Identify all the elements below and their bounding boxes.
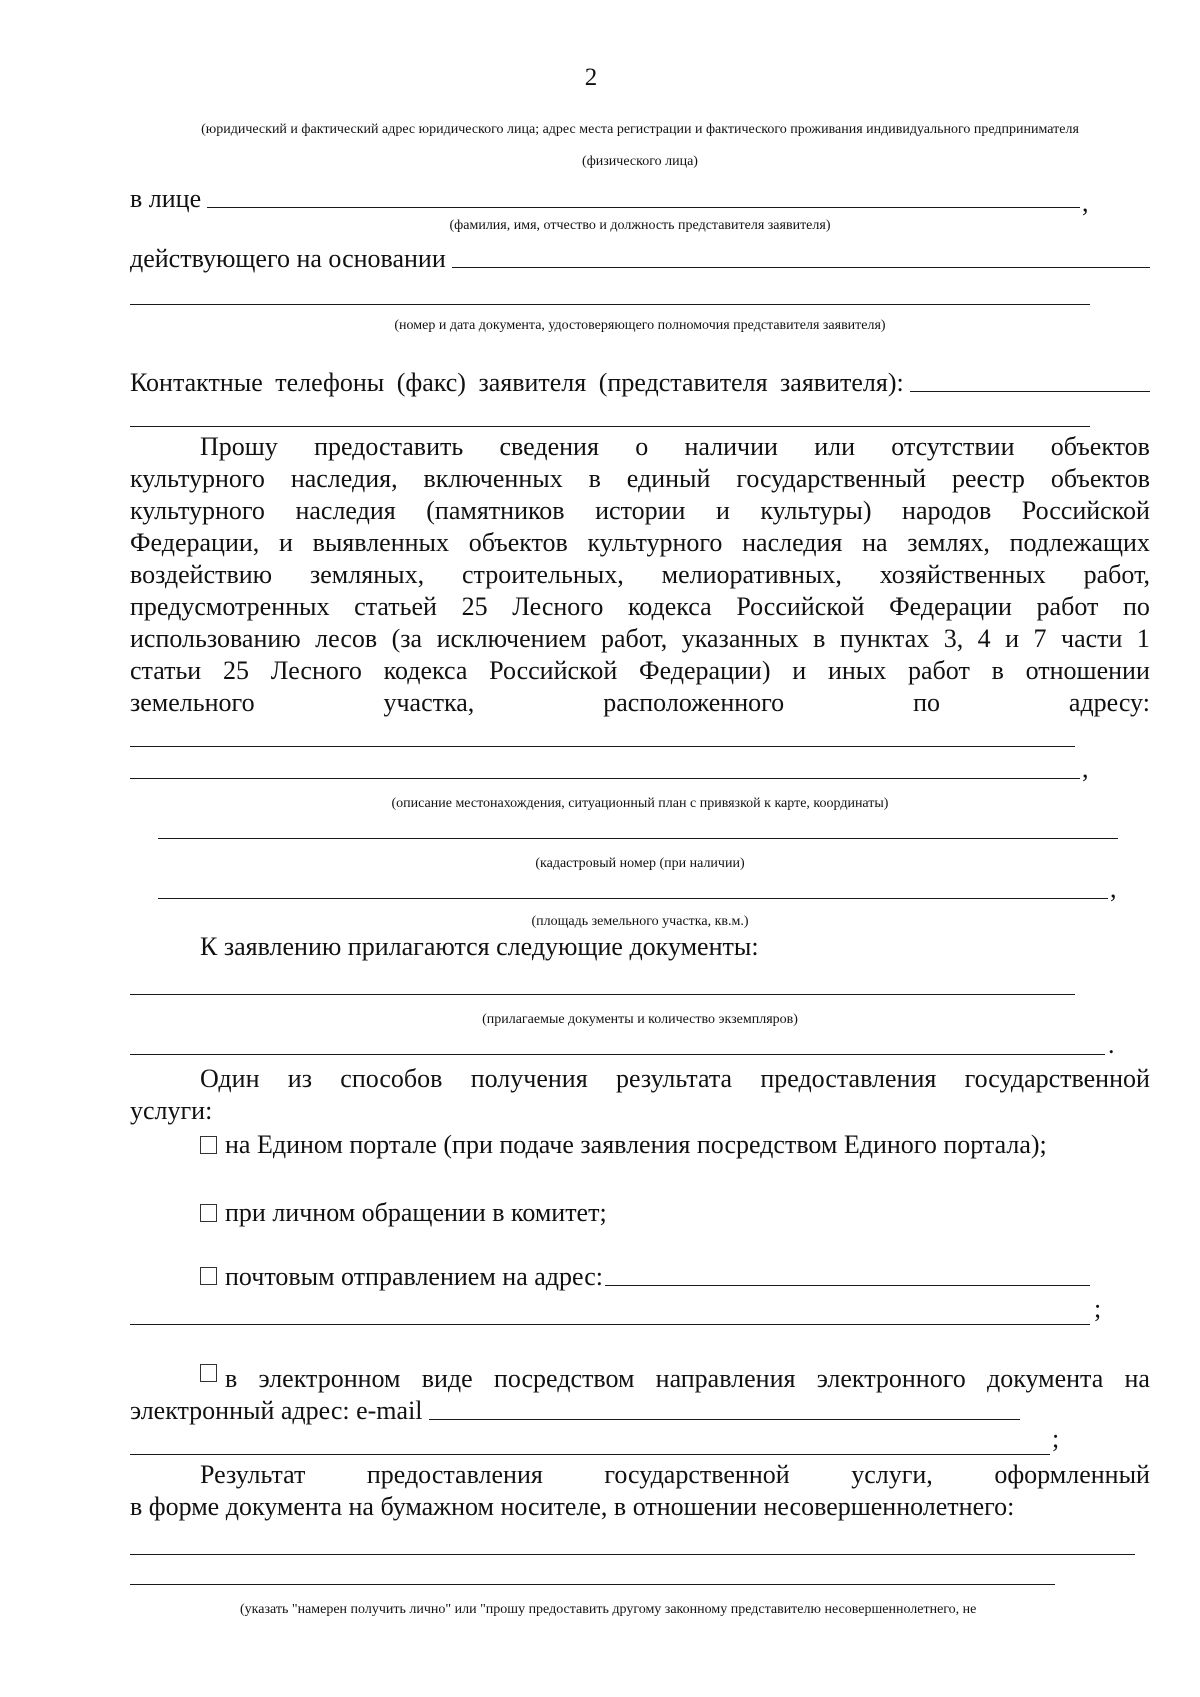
acting-basis-field-line2[interactable] — [130, 304, 1090, 305]
email-field[interactable] — [429, 1419, 1020, 1420]
label-contacts: Контактные телефоны (факс) заявителя (представителя заявителя): — [130, 368, 904, 397]
page-number: 2 — [584, 64, 598, 91]
site-address-field-line2[interactable] — [130, 778, 1080, 779]
request-line-2-text: культурного наследия, включенных в единый государственный реестр объектов — [130, 464, 1150, 493]
post-address-field[interactable] — [605, 1285, 1090, 1286]
request-line-6 — [130, 592, 1150, 622]
request-line-8-text: статьи 25 Лесного кодекса Российской Федерации) и иных работ в отношении — [130, 656, 1150, 685]
contacts-field-line2[interactable] — [130, 426, 1090, 427]
result-field-line2[interactable] — [130, 1584, 1055, 1585]
request-line-7 — [130, 624, 1150, 654]
method-electronic — [130, 1364, 1150, 1394]
contacts-row — [130, 368, 1150, 398]
methods-intro-line1-text: Один из способов получения результата предоставления государственной — [200, 1064, 1150, 1093]
request-line-3-text: культурного наследия (памятников истории и культуры) народов Российской — [130, 496, 1150, 525]
area-field[interactable] — [158, 898, 1108, 899]
acting-basis-row — [130, 244, 1150, 274]
result-line2: в форме документа на бумажном носителе, в отношении несовершеннолетнего: — [130, 1492, 1015, 1521]
request-line-2 — [130, 464, 1150, 494]
request-line-7-text: использованию лесов (за исключением работ, указанных в пунктах 3, 4 и 7 части 1 — [130, 624, 1150, 653]
method-electronic-text — [130, 1364, 1150, 1394]
method-in-person-label: при личном обращении в комитет; — [225, 1198, 607, 1227]
period: . — [1108, 1030, 1115, 1059]
representative-row — [130, 184, 1080, 214]
request-line-5-text: воздействию земляных, строительных, мелиоративных, хозяйственных работ, — [130, 560, 1150, 589]
caption-area: (площадь земельного участка, кв.м.) — [531, 914, 749, 929]
checkbox-in-person[interactable] — [200, 1204, 217, 1222]
methods-intro-line2: услуги: — [130, 1096, 213, 1125]
representative-field[interactable] — [207, 207, 1080, 208]
request-line-9-text: земельного участка, расположенного по адресу: — [130, 688, 1150, 717]
request-line-1 — [130, 432, 1150, 462]
methods-intro-line1 — [130, 1064, 1150, 1094]
method-in-person[interactable] — [200, 1198, 607, 1228]
result-line1 — [130, 1460, 1150, 1490]
request-line-8 — [130, 656, 1150, 686]
caption-minor: (указать "намерен получить лично" или "прошу предоставить другому законному представителю несовершеннолетнего, не — [240, 1602, 977, 1617]
semicolon: ; — [1052, 1424, 1060, 1453]
method-portal-label: на Едином портале (при подаче заявления посредством Единого портала); — [225, 1130, 1047, 1159]
caption-attachments: (прилагаемые документы и количество экземпляров) — [482, 1012, 798, 1027]
comma: , — [1082, 754, 1089, 783]
checkbox-portal[interactable] — [200, 1136, 217, 1154]
cadastral-field[interactable] — [158, 838, 1118, 839]
method-post[interactable] — [200, 1262, 1090, 1292]
caption-cadastral: (кадастровый номер (при наличии) — [535, 856, 745, 871]
label-acting-basis: действующего на основании — [130, 244, 446, 273]
caption-authority-doc: (номер и дата документа, удостоверяющего полномочия представителя заявителя) — [394, 318, 886, 333]
request-line-4-text: Федерации, и выявленных объектов культурного наследия на землях, подлежащих — [130, 528, 1150, 557]
caption-address-line1: (юридический и фактический адрес юридического лица; адрес места регистрации и фактического проживания индивидуального предпринимателя — [201, 122, 1079, 137]
comma: , — [1082, 188, 1089, 217]
request-line-1-text: Прошу предоставить сведения о наличии или отсутствии объектов — [200, 432, 1150, 461]
checkbox-electronic[interactable] — [200, 1364, 217, 1382]
request-line-4 — [130, 528, 1150, 558]
request-line-9 — [130, 688, 1150, 718]
method-electronic-label: в электронном виде посредством направления электронного документа на — [225, 1364, 1150, 1393]
result-field-line1[interactable] — [130, 1554, 1135, 1555]
method-portal[interactable] — [200, 1130, 1047, 1160]
acting-basis-field[interactable] — [452, 267, 1150, 268]
caption-address-line2: (физического лица) — [582, 154, 698, 169]
email-row — [130, 1396, 1020, 1426]
request-line-5 — [130, 560, 1150, 590]
checkbox-post[interactable] — [200, 1267, 217, 1285]
attachments-field-line1[interactable] — [130, 994, 1075, 995]
semicolon: ; — [1094, 1294, 1102, 1323]
attachments-intro: К заявлению прилагаются следующие документы: — [200, 932, 759, 961]
caption-location: (описание местонахождения, ситуационный план с привязкой к карте, координаты) — [391, 796, 889, 811]
label-email: электронный адрес: e-mail — [130, 1396, 423, 1425]
site-address-field-line1[interactable] — [130, 746, 1075, 747]
request-line-6-text: предусмотренных статьей 25 Лесного кодекса Российской Федерации работ по — [130, 592, 1150, 621]
comma: , — [1110, 874, 1117, 903]
post-address-field-line2[interactable] — [130, 1324, 1090, 1325]
caption-representative: (фамилия, имя, отчество и должность представителя заявителя) — [449, 218, 831, 233]
label-in-person: в лице — [130, 184, 202, 213]
result-line1-text: Результат предоставления государственной услуги, оформленный — [200, 1460, 1150, 1489]
email-field-line2[interactable] — [130, 1454, 1050, 1455]
contacts-field[interactable] — [910, 391, 1150, 392]
attachments-field-line2[interactable] — [130, 1054, 1105, 1055]
request-line-3 — [130, 496, 1150, 526]
method-post-label: почтовым отправлением на адрес: — [225, 1262, 603, 1291]
